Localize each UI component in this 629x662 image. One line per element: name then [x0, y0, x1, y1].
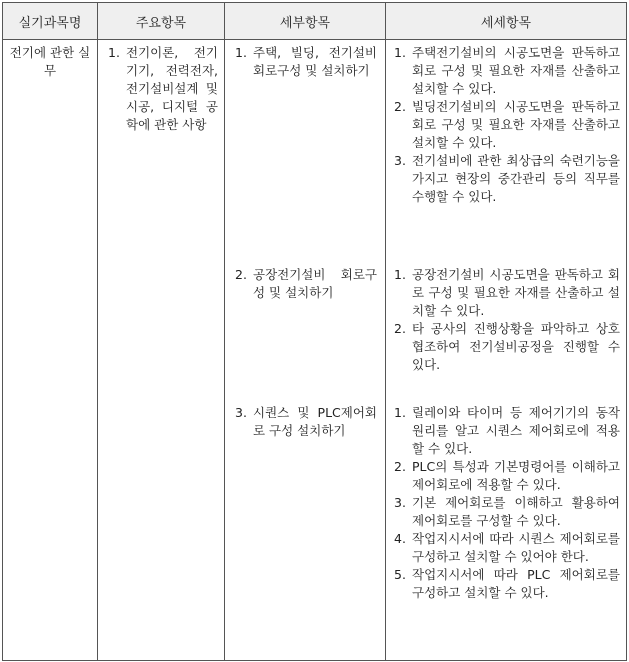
detail-item [394, 266, 620, 320]
sub-item-text: 주택, 빌딩, 전기설비 회로구성 및 설치하기 [253, 45, 377, 78]
sub-item-3 [225, 400, 385, 660]
header-subject: 실기과목명 [3, 3, 98, 40]
detail-number: 5. [394, 567, 406, 582]
detail-number: 2. [394, 99, 406, 114]
detail-text: 릴레이와 타이머 등 제어기기의 동작원리를 알고 시퀀스 제어회로에 적용할 수 있다. [412, 405, 620, 456]
detail-text: 빌딩전기설비의 시공도면을 판독하고 회로 구성 및 필요한 자재를 산출하고 설치할 수 있다. [412, 99, 620, 150]
detail-group-2 [386, 262, 626, 400]
detail-text: 주택전기설비의 시공도면을 판독하고 회로 구성 및 필요한 자재를 산출하고 설치할 수 있다. [412, 45, 620, 96]
sub-item-number: 2. [235, 267, 247, 282]
sub-item-1 [225, 40, 385, 262]
detail-item [394, 566, 620, 602]
sub-item-text: 시퀀스 및 PLC제어회로 구성 설치하기 [253, 405, 377, 438]
detail-number: 2. [394, 459, 406, 474]
detail-item [394, 494, 620, 530]
detail-text: 기본 제어회로를 이해하고 활용하여 제어회로를 구성할 수 있다. [412, 495, 620, 528]
header-main-item: 주요항목 [98, 3, 225, 40]
detail-item [394, 458, 620, 494]
header-sub-item: 세부항목 [225, 3, 386, 40]
detail-item [394, 320, 620, 374]
detail-group-3 [386, 400, 626, 660]
detail-item [394, 98, 620, 152]
sub-item-number: 1. [235, 45, 247, 60]
detail-item [394, 530, 620, 566]
main-item-text: 전기이론, 전기기기, 전력전자, 전기설비설계 및 시공, 디지털 공학에 관한 사항 [126, 45, 218, 132]
detail-text: 전기설비에 관한 최상급의 숙련기능을 가지고 현장의 중간관리 등의 직무를 수행할 수 있다. [412, 153, 620, 204]
main-item-number: 1. [108, 45, 120, 60]
detail-text: PLC의 특성과 기본명령어를 이해하고 제어회로에 적용할 수 있다. [412, 459, 620, 492]
detail-number: 1. [394, 405, 406, 420]
detail-item-cell [386, 40, 627, 661]
main-item [108, 44, 218, 134]
detail-text: 작업지시서에 따라 시퀀스 제어회로를 구성하고 설치할 수 있어야 한다. [412, 531, 620, 564]
sub-item-2 [225, 262, 385, 400]
header-row [3, 3, 627, 40]
detail-number: 4. [394, 531, 406, 546]
detail-item [394, 404, 620, 458]
detail-item [394, 152, 620, 206]
sub-item-number: 3. [235, 405, 247, 420]
detail-number: 1. [394, 267, 406, 282]
body-row [3, 40, 627, 661]
detail-text: 공장전기설비 시공도면을 판독하고 회로 구성 및 필요한 자재를 산출하고 설치할 수 있다. [412, 267, 620, 318]
sub-item-text: 공장전기설비 회로구성 및 설치하기 [253, 267, 377, 300]
detail-text: 타 공사의 진행상황을 파악하고 상호협조하여 전기설비공정을 진행할 수 있다. [412, 321, 620, 372]
detail-group-1 [386, 40, 626, 262]
exam-criteria-table [2, 2, 627, 661]
detail-number: 3. [394, 153, 406, 168]
main-item-cell [98, 40, 225, 661]
subject-name: 전기에 관한 실무 [9, 45, 91, 78]
detail-number: 1. [394, 45, 406, 60]
sub-item-cell [225, 40, 386, 661]
detail-text: 작업지시서에 따라 PLC 제어회로를 구성하고 설치할 수 있다. [412, 567, 620, 600]
detail-item [394, 44, 620, 98]
detail-number: 2. [394, 321, 406, 336]
subject-cell [3, 40, 98, 661]
header-detail-item: 세세항목 [386, 3, 627, 40]
detail-number: 3. [394, 495, 406, 510]
